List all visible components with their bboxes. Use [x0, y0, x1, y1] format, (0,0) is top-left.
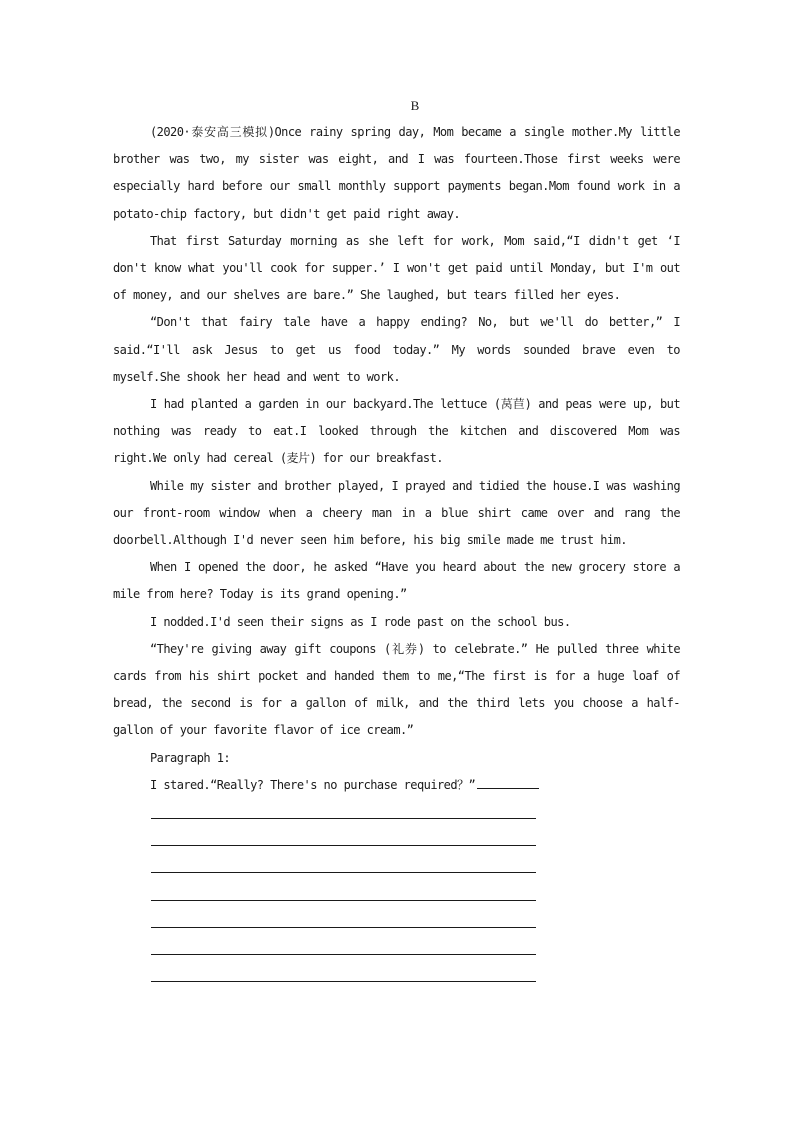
section-label: B — [410, 98, 420, 113]
passage-paragraph-7: I nodded.I'd seen their signs as I rode past on the school bus. — [150, 614, 571, 629]
passage-paragraph-6: When I opened the door, he asked “Have you heard about the new grocery store a mile from here? Today is its grand opening.” — [113, 560, 680, 602]
answer-line[interactable] — [151, 927, 536, 928]
paragraph-label: Paragraph 1: — [150, 750, 231, 765]
prompt-sentence: I stared.“Really? There's no purchase required？” — [150, 777, 476, 792]
answer-line[interactable] — [151, 845, 536, 846]
answer-line[interactable] — [151, 900, 536, 901]
answer-line[interactable] — [151, 954, 536, 955]
passage-body — [113, 119, 680, 799]
passage-paragraph-5: While my sister and brother played, I prayed and tidied the house.I was washing our front-room window when a cheery man in a blue shirt came over and rang the doorbell.Although I'd never seen him before, his big smile made me trust him. — [113, 478, 680, 548]
answer-lines — [151, 818, 536, 1008]
answer-line[interactable] — [151, 981, 536, 982]
passage-paragraph-3: “Don't that fairy tale have a happy ending? No, but we'll do better,” I said.“I'll ask Jesus to get us food today.” My words sounded brave even to myself.She shook her head and went to work. — [113, 315, 680, 384]
prompt-line — [113, 772, 680, 799]
answer-blank-short[interactable] — [477, 774, 539, 789]
answer-line[interactable] — [151, 872, 536, 873]
passage-paragraph-4: I had planted a garden in our backyard.The lettuce (莴苣) and peas were up, but nothing was ready to eat.I looked through the kitchen and discovered Mom was right.We only had cereal (麦片) for our breakfast. — [113, 397, 680, 466]
passage-paragraph-8: “They're giving away gift coupons (礼券) to celebrate.” He pulled three white cards from his shirt pocket and handed them to me,“The first is for a huge loaf of bread, the second is for a gallon of milk, and the third lets you choose a half-gallon of your favorite flavor of ice cream.” — [113, 641, 680, 738]
passage-paragraph-1: (2020·泰安高三模拟)Once rainy spring day, Mom became a single mother.My little brother was two, my sister was eight, and I was fourteen.Those first weeks were especially hard before our small monthly support payments began.Mom found work in a potato-chip factory, but didn't get paid right away. — [113, 125, 680, 221]
answer-line[interactable] — [151, 818, 536, 819]
passage-paragraph-2: That first Saturday morning as she left for work, Mom said,“I didn't get ‘I don't know what you'll cook for supper.’ I won't get paid until Monday, but I'm out of money, and our shelves are bare.” She laughed, but tears filled her eyes. — [113, 233, 680, 303]
